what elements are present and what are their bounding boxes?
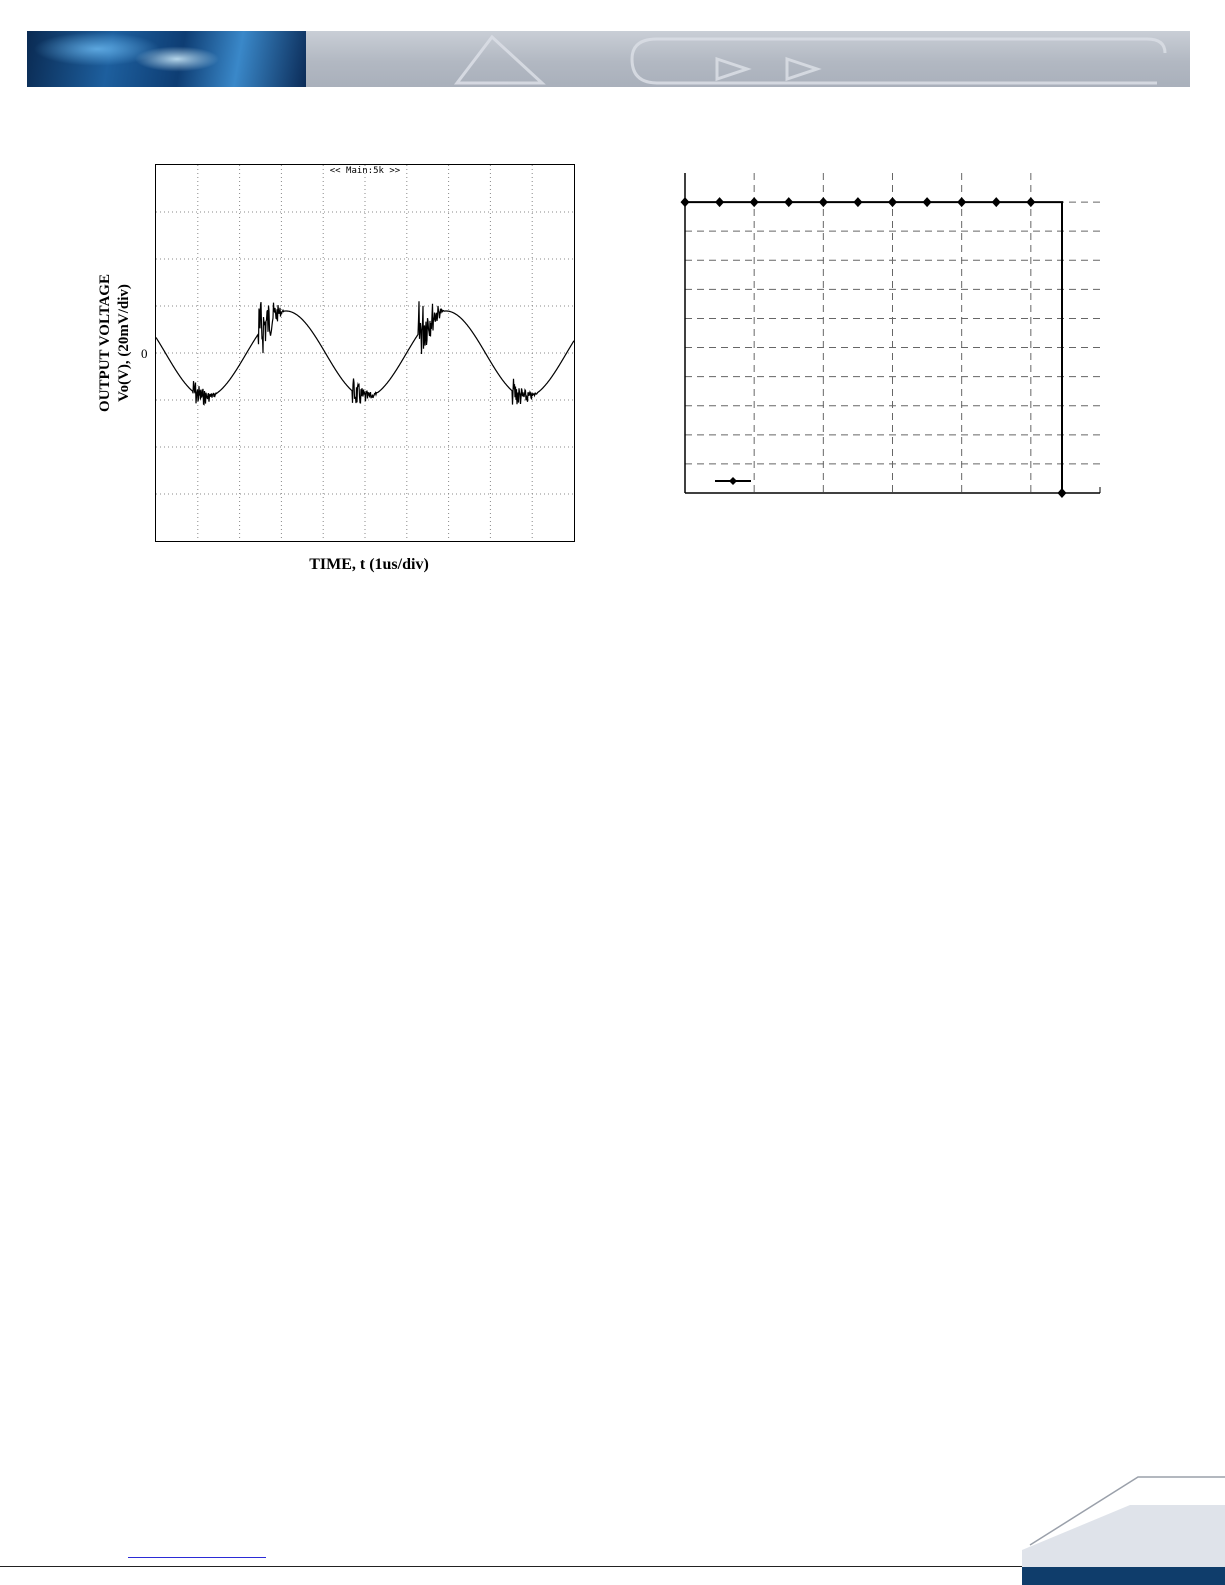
header-banner [27,31,1190,87]
oscilloscope-screen [155,164,575,542]
oscilloscope-plot [156,165,574,541]
line-chart [680,165,1105,500]
data-point [715,197,724,207]
oscilloscope-grid [156,165,574,541]
data-point [681,197,690,207]
zero-marker: 0 [141,346,148,361]
legend-swatch-marker [729,477,737,485]
data-point [1057,488,1066,498]
data-point [750,197,759,207]
scope-timebase-label: << Main:5k >> [329,166,401,176]
y-axis-label-line2: Vo(V), (20mV/div) [116,284,132,402]
y-axis-label-line1: OUTPUT VOLTAGE [97,274,113,412]
data-point [853,197,862,207]
footer-corner-tab [1020,1475,1225,1585]
series-line [685,202,1062,493]
footer-link-underline[interactable] [128,1557,266,1558]
x-axis-label: TIME, t (1us/div) [309,556,429,573]
data-point [923,197,932,207]
data-point [992,197,1001,207]
data-point [819,197,828,207]
banner-decoration [417,31,1177,87]
data-point [888,197,897,207]
banner-photo [27,31,306,87]
data-point [1026,197,1035,207]
data-point [784,197,793,207]
data-point [957,197,966,207]
